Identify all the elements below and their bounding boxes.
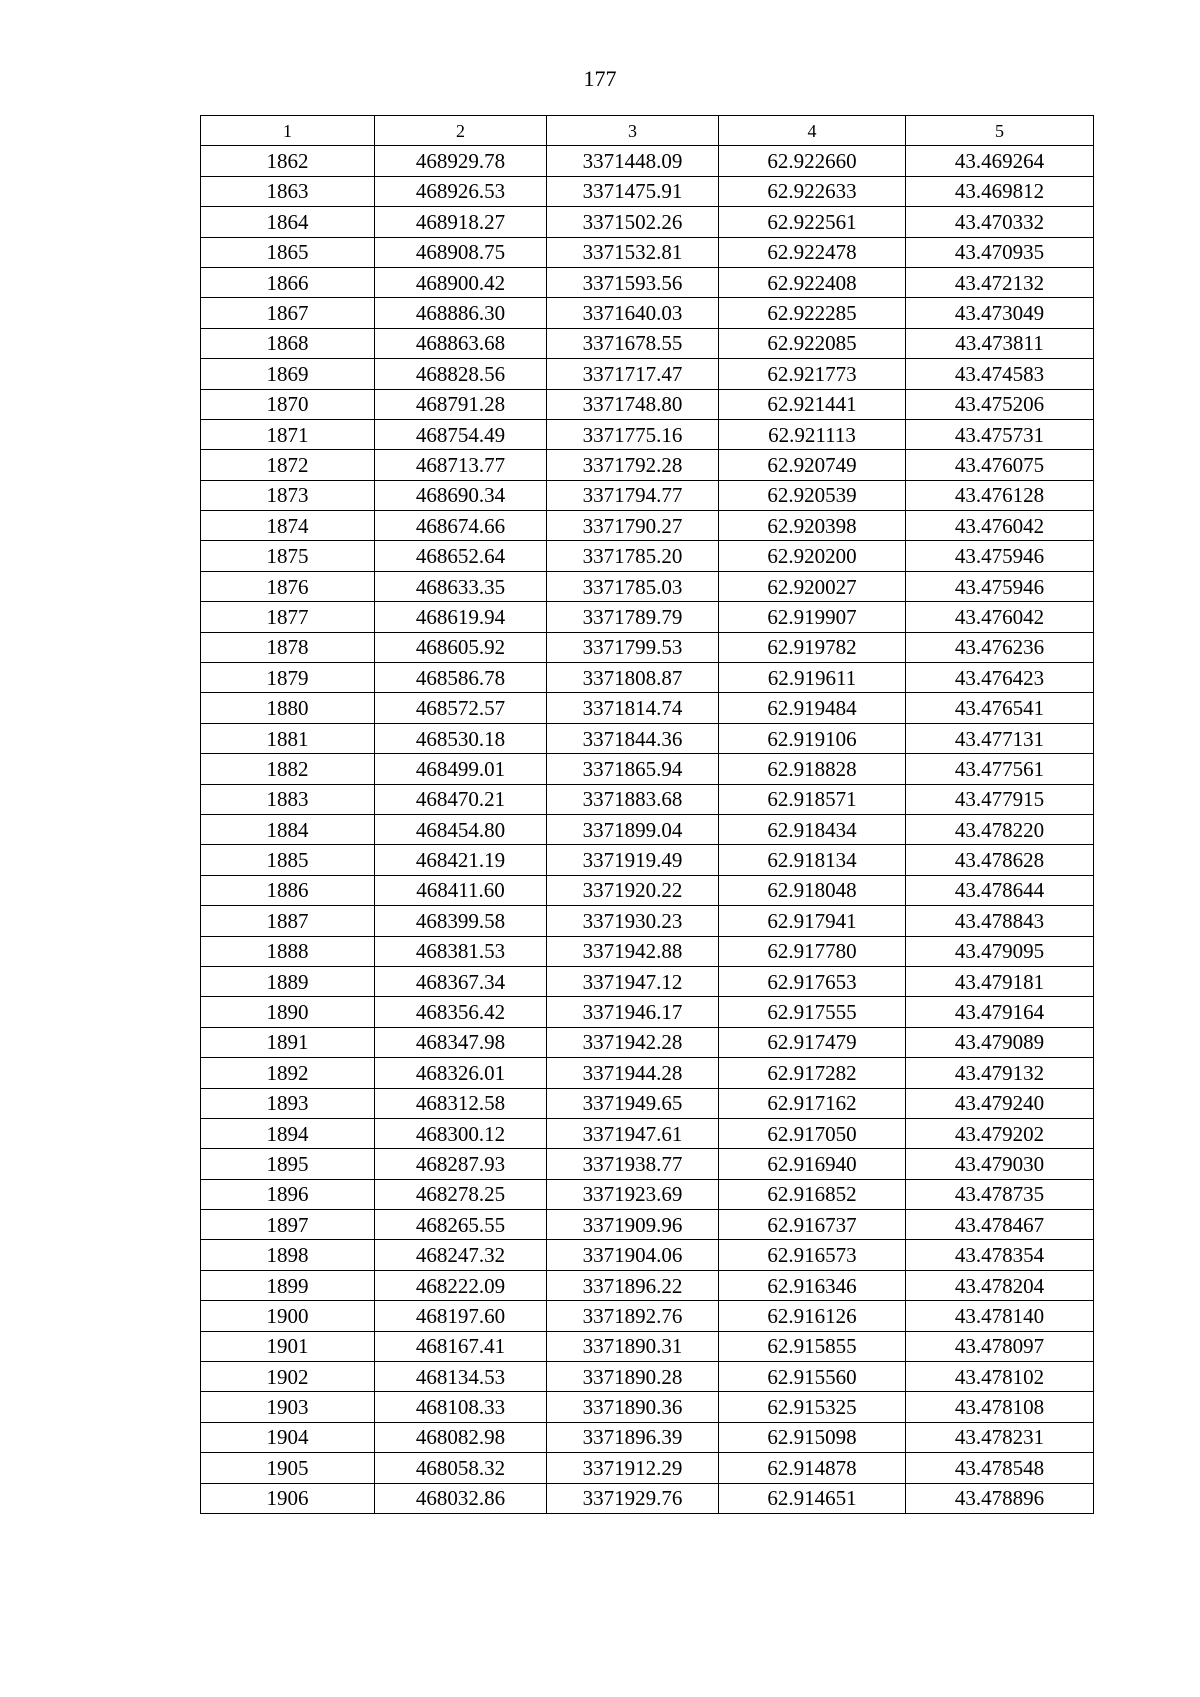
table-cell: 1884 <box>201 814 375 844</box>
table-cell: 43.479202 <box>906 1118 1094 1148</box>
table-cell: 3371785.20 <box>547 541 719 571</box>
table-cell: 62.920539 <box>719 480 906 510</box>
table-cell: 468572.57 <box>375 693 547 723</box>
table-cell: 1891 <box>201 1027 375 1057</box>
table-cell: 468134.53 <box>375 1362 547 1392</box>
table-cell: 62.917780 <box>719 936 906 966</box>
table-row <box>201 480 1094 510</box>
table-cell: 62.918048 <box>719 875 906 905</box>
table-cell: 62.921773 <box>719 359 906 389</box>
table-cell: 3371930.23 <box>547 906 719 936</box>
table-cell: 1906 <box>201 1483 375 1513</box>
table-cell: 468791.28 <box>375 389 547 419</box>
table-cell: 1892 <box>201 1058 375 1088</box>
table-cell: 1871 <box>201 419 375 449</box>
table-cell: 62.922660 <box>719 146 906 176</box>
table-cell: 468499.01 <box>375 754 547 784</box>
table-cell: 468754.49 <box>375 419 547 449</box>
table-row <box>201 1118 1094 1148</box>
table-cell: 468918.27 <box>375 207 547 237</box>
table-cell: 468197.60 <box>375 1301 547 1331</box>
table-cell: 43.478108 <box>906 1392 1094 1422</box>
table-cell: 1877 <box>201 602 375 632</box>
table-body <box>201 146 1094 1514</box>
table-row <box>201 845 1094 875</box>
table-row <box>201 693 1094 723</box>
table-cell: 468863.68 <box>375 328 547 358</box>
table-cell: 468300.12 <box>375 1118 547 1148</box>
table-cell: 3371944.28 <box>547 1058 719 1088</box>
table-cell: 43.473049 <box>906 298 1094 328</box>
table-cell: 1872 <box>201 450 375 480</box>
table-cell: 43.478843 <box>906 906 1094 936</box>
table-cell: 62.917941 <box>719 906 906 936</box>
table-cell: 62.916852 <box>719 1179 906 1209</box>
table-cell: 62.922408 <box>719 267 906 297</box>
table-cell: 3371794.77 <box>547 480 719 510</box>
table-cell: 3371947.12 <box>547 966 719 996</box>
table-cell: 468222.09 <box>375 1270 547 1300</box>
table-row <box>201 1392 1094 1422</box>
table-cell: 3371532.81 <box>547 237 719 267</box>
table-cell: 468356.42 <box>375 997 547 1027</box>
table-cell: 1903 <box>201 1392 375 1422</box>
table-cell: 1890 <box>201 997 375 1027</box>
table-cell: 43.478097 <box>906 1331 1094 1361</box>
table-cell: 62.916346 <box>719 1270 906 1300</box>
table-cell: 3371896.22 <box>547 1270 719 1300</box>
table-row <box>201 419 1094 449</box>
table-cell: 3371912.29 <box>547 1453 719 1483</box>
table-cell: 1893 <box>201 1088 375 1118</box>
page-number: 177 <box>583 66 617 91</box>
table-cell: 43.479089 <box>906 1027 1094 1057</box>
table-cell: 1863 <box>201 176 375 206</box>
table-row <box>201 1179 1094 1209</box>
table-cell: 3371938.77 <box>547 1149 719 1179</box>
table-cell: 468347.98 <box>375 1027 547 1057</box>
table-cell: 43.478204 <box>906 1270 1094 1300</box>
table-row <box>201 1453 1094 1483</box>
table-cell: 468247.32 <box>375 1240 547 1270</box>
table-cell: 3371890.28 <box>547 1362 719 1392</box>
table-row <box>201 602 1094 632</box>
table-cell: 3371904.06 <box>547 1240 719 1270</box>
table-cell: 62.919484 <box>719 693 906 723</box>
table-cell: 3371946.17 <box>547 997 719 1027</box>
table-row <box>201 1301 1094 1331</box>
table-row <box>201 784 1094 814</box>
table-cell: 1899 <box>201 1270 375 1300</box>
table-cell: 62.919106 <box>719 723 906 753</box>
table-cell: 62.922478 <box>719 237 906 267</box>
table-row <box>201 176 1094 206</box>
table-cell: 3371949.65 <box>547 1088 719 1118</box>
table-cell: 62.915560 <box>719 1362 906 1392</box>
table-cell: 43.478102 <box>906 1362 1094 1392</box>
table-cell: 3371717.47 <box>547 359 719 389</box>
table-cell: 62.918828 <box>719 754 906 784</box>
table-cell: 468828.56 <box>375 359 547 389</box>
table-cell: 468058.32 <box>375 1453 547 1483</box>
table-cell: 3371942.28 <box>547 1027 719 1057</box>
table-cell: 1878 <box>201 632 375 662</box>
table-cell: 3371640.03 <box>547 298 719 328</box>
table-cell: 468470.21 <box>375 784 547 814</box>
table-cell: 468926.53 <box>375 176 547 206</box>
table-cell: 468619.94 <box>375 602 547 632</box>
table-cell: 468411.60 <box>375 875 547 905</box>
table-cell: 468381.53 <box>375 936 547 966</box>
table-row <box>201 298 1094 328</box>
table-cell: 1880 <box>201 693 375 723</box>
table-cell: 3371929.76 <box>547 1483 719 1513</box>
table-cell: 43.477561 <box>906 754 1094 784</box>
column-header: 4 <box>719 116 906 146</box>
table-cell: 1873 <box>201 480 375 510</box>
table-row <box>201 814 1094 844</box>
table-cell: 1888 <box>201 936 375 966</box>
table-cell: 43.475731 <box>906 419 1094 449</box>
table-cell: 43.476042 <box>906 511 1094 541</box>
table-cell: 3371792.28 <box>547 450 719 480</box>
table-cell: 43.476541 <box>906 693 1094 723</box>
table-cell: 468929.78 <box>375 146 547 176</box>
table-row <box>201 511 1094 541</box>
table-cell: 62.920398 <box>719 511 906 541</box>
table-cell: 62.917653 <box>719 966 906 996</box>
table-cell: 43.478220 <box>906 814 1094 844</box>
table-cell: 62.917162 <box>719 1088 906 1118</box>
table-cell: 3371789.79 <box>547 602 719 632</box>
table-cell: 62.915855 <box>719 1331 906 1361</box>
table-cell: 43.474583 <box>906 359 1094 389</box>
table-cell: 3371890.36 <box>547 1392 719 1422</box>
table-cell: 43.479132 <box>906 1058 1094 1088</box>
table-cell: 3371799.53 <box>547 632 719 662</box>
table-cell: 1881 <box>201 723 375 753</box>
table-cell: 3371865.94 <box>547 754 719 784</box>
table-cell: 62.920749 <box>719 450 906 480</box>
table-row <box>201 571 1094 601</box>
table-cell: 1901 <box>201 1331 375 1361</box>
table-cell: 43.478644 <box>906 875 1094 905</box>
table-cell: 1876 <box>201 571 375 601</box>
table-cell: 3371890.31 <box>547 1331 719 1361</box>
table-cell: 43.476042 <box>906 602 1094 632</box>
table-row <box>201 875 1094 905</box>
table-row <box>201 1210 1094 1240</box>
table-cell: 468908.75 <box>375 237 547 267</box>
table-cell: 3371909.96 <box>547 1210 719 1240</box>
table-row <box>201 359 1094 389</box>
table-cell: 3371947.61 <box>547 1118 719 1148</box>
table-cell: 43.478467 <box>906 1210 1094 1240</box>
table-cell: 43.478628 <box>906 845 1094 875</box>
table-cell: 43.478140 <box>906 1301 1094 1331</box>
table-row <box>201 1331 1094 1361</box>
table-cell: 1895 <box>201 1149 375 1179</box>
table-cell: 43.479181 <box>906 966 1094 996</box>
table-row <box>201 1362 1094 1392</box>
table-cell: 43.476423 <box>906 663 1094 693</box>
table-cell: 1900 <box>201 1301 375 1331</box>
table-cell: 468674.66 <box>375 511 547 541</box>
table-cell: 43.477915 <box>906 784 1094 814</box>
table-cell: 3371808.87 <box>547 663 719 693</box>
table-cell: 62.922085 <box>719 328 906 358</box>
table-cell: 3371448.09 <box>547 146 719 176</box>
table-row <box>201 207 1094 237</box>
table-cell: 43.476236 <box>906 632 1094 662</box>
table-cell: 468287.93 <box>375 1149 547 1179</box>
table-row <box>201 1240 1094 1270</box>
table-cell: 62.921113 <box>719 419 906 449</box>
table-cell: 1883 <box>201 784 375 814</box>
table-cell: 1889 <box>201 966 375 996</box>
table-cell: 1894 <box>201 1118 375 1148</box>
table-cell: 3371844.36 <box>547 723 719 753</box>
table-cell: 468082.98 <box>375 1422 547 1452</box>
table-cell: 62.916126 <box>719 1301 906 1331</box>
table-cell: 468690.34 <box>375 480 547 510</box>
table-cell: 43.479164 <box>906 997 1094 1027</box>
column-header: 2 <box>375 116 547 146</box>
table-cell: 468278.25 <box>375 1179 547 1209</box>
table-row <box>201 1422 1094 1452</box>
table-cell: 468633.35 <box>375 571 547 601</box>
table-cell: 468367.34 <box>375 966 547 996</box>
table-cell: 43.476075 <box>906 450 1094 480</box>
table-cell: 1869 <box>201 359 375 389</box>
table-cell: 62.920200 <box>719 541 906 571</box>
table-cell: 1885 <box>201 845 375 875</box>
table-cell: 468530.18 <box>375 723 547 753</box>
table-cell: 62.916940 <box>719 1149 906 1179</box>
table-cell: 468886.30 <box>375 298 547 328</box>
table-row <box>201 1058 1094 1088</box>
table-cell: 1868 <box>201 328 375 358</box>
table-cell: 1905 <box>201 1453 375 1483</box>
coordinates-table <box>200 115 1094 1514</box>
table-cell: 3371892.76 <box>547 1301 719 1331</box>
table-cell: 62.918134 <box>719 845 906 875</box>
table-cell: 62.921441 <box>719 389 906 419</box>
table-cell: 1865 <box>201 237 375 267</box>
column-header: 1 <box>201 116 375 146</box>
table-row <box>201 754 1094 784</box>
table-cell: 43.475946 <box>906 571 1094 601</box>
table-cell: 62.918571 <box>719 784 906 814</box>
table-cell: 62.922561 <box>719 207 906 237</box>
table-cell: 62.916573 <box>719 1240 906 1270</box>
table-cell: 43.477131 <box>906 723 1094 753</box>
table-cell: 62.916737 <box>719 1210 906 1240</box>
table-row <box>201 966 1094 996</box>
table-cell: 1904 <box>201 1422 375 1452</box>
table-row <box>201 328 1094 358</box>
column-header: 3 <box>547 116 719 146</box>
table-cell: 62.918434 <box>719 814 906 844</box>
table-cell: 43.478354 <box>906 1240 1094 1270</box>
table-header-row <box>201 116 1094 146</box>
table-cell: 3371775.16 <box>547 419 719 449</box>
table-cell: 468652.64 <box>375 541 547 571</box>
table-cell: 1866 <box>201 267 375 297</box>
table-cell: 62.914878 <box>719 1453 906 1483</box>
table-cell: 1896 <box>201 1179 375 1209</box>
table-cell: 468713.77 <box>375 450 547 480</box>
table-cell: 62.919611 <box>719 663 906 693</box>
table-row <box>201 1483 1094 1513</box>
table-cell: 3371814.74 <box>547 693 719 723</box>
table-row <box>201 267 1094 297</box>
table-cell: 3371919.49 <box>547 845 719 875</box>
table-row <box>201 936 1094 966</box>
table-cell: 62.917479 <box>719 1027 906 1057</box>
table-cell: 43.470935 <box>906 237 1094 267</box>
table-cell: 43.476128 <box>906 480 1094 510</box>
table-cell: 3371899.04 <box>547 814 719 844</box>
table-row <box>201 1149 1094 1179</box>
table-cell: 62.919782 <box>719 632 906 662</box>
table-row <box>201 450 1094 480</box>
table-cell: 1902 <box>201 1362 375 1392</box>
table-cell: 62.920027 <box>719 571 906 601</box>
table-cell: 62.917050 <box>719 1118 906 1148</box>
table-cell: 43.473811 <box>906 328 1094 358</box>
table-cell: 3371502.26 <box>547 207 719 237</box>
table-cell: 1898 <box>201 1240 375 1270</box>
table-cell: 1897 <box>201 1210 375 1240</box>
table-cell: 1882 <box>201 754 375 784</box>
table-cell: 468399.58 <box>375 906 547 936</box>
table-cell: 43.478896 <box>906 1483 1094 1513</box>
table-cell: 468454.80 <box>375 814 547 844</box>
table-cell: 62.915098 <box>719 1422 906 1452</box>
table-cell: 43.479030 <box>906 1149 1094 1179</box>
table-cell: 3371748.80 <box>547 389 719 419</box>
table-row <box>201 632 1094 662</box>
table-cell: 43.478548 <box>906 1453 1094 1483</box>
table-cell: 468032.86 <box>375 1483 547 1513</box>
table-cell: 62.914651 <box>719 1483 906 1513</box>
table-cell: 1887 <box>201 906 375 936</box>
table-cell: 1886 <box>201 875 375 905</box>
table-cell: 62.922285 <box>719 298 906 328</box>
table-cell: 3371790.27 <box>547 511 719 541</box>
table-cell: 468167.41 <box>375 1331 547 1361</box>
table-cell: 468421.19 <box>375 845 547 875</box>
table-cell: 43.475946 <box>906 541 1094 571</box>
table-cell: 62.922633 <box>719 176 906 206</box>
table-cell: 1875 <box>201 541 375 571</box>
table-cell: 3371475.91 <box>547 176 719 206</box>
table-cell: 62.917282 <box>719 1058 906 1088</box>
table-cell: 3371593.56 <box>547 267 719 297</box>
table-row <box>201 389 1094 419</box>
table-row <box>201 663 1094 693</box>
table-row <box>201 541 1094 571</box>
table-row <box>201 1088 1094 1118</box>
table-cell: 43.475206 <box>906 389 1094 419</box>
column-header: 5 <box>906 116 1094 146</box>
table-cell: 3371785.03 <box>547 571 719 601</box>
table-cell: 468108.33 <box>375 1392 547 1422</box>
table-row <box>201 723 1094 753</box>
table-cell: 43.470332 <box>906 207 1094 237</box>
table-cell: 3371942.88 <box>547 936 719 966</box>
table-cell: 468586.78 <box>375 663 547 693</box>
table-row <box>201 1027 1094 1057</box>
table-row <box>201 997 1094 1027</box>
table-cell: 3371883.68 <box>547 784 719 814</box>
table-cell: 43.469264 <box>906 146 1094 176</box>
table-cell: 468312.58 <box>375 1088 547 1118</box>
table-cell: 3371923.69 <box>547 1179 719 1209</box>
table-row <box>201 1270 1094 1300</box>
table-cell: 43.478735 <box>906 1179 1094 1209</box>
table-cell: 468265.55 <box>375 1210 547 1240</box>
table-cell: 3371896.39 <box>547 1422 719 1452</box>
table-cell: 468605.92 <box>375 632 547 662</box>
table-cell: 1879 <box>201 663 375 693</box>
table-cell: 43.479095 <box>906 936 1094 966</box>
table-row <box>201 146 1094 176</box>
table-cell: 43.478231 <box>906 1422 1094 1452</box>
table-row <box>201 906 1094 936</box>
table-cell: 468326.01 <box>375 1058 547 1088</box>
table-cell: 43.479240 <box>906 1088 1094 1118</box>
table-cell: 1864 <box>201 207 375 237</box>
table-cell: 62.915325 <box>719 1392 906 1422</box>
table-cell: 1870 <box>201 389 375 419</box>
table-cell: 43.469812 <box>906 176 1094 206</box>
table-cell: 3371678.55 <box>547 328 719 358</box>
table-row <box>201 237 1094 267</box>
table-cell: 3371920.22 <box>547 875 719 905</box>
table-cell: 1862 <box>201 146 375 176</box>
table-cell: 468900.42 <box>375 267 547 297</box>
table-cell: 1867 <box>201 298 375 328</box>
table-cell: 62.917555 <box>719 997 906 1027</box>
table-cell: 43.472132 <box>906 267 1094 297</box>
table-cell: 1874 <box>201 511 375 541</box>
table-cell: 62.919907 <box>719 602 906 632</box>
